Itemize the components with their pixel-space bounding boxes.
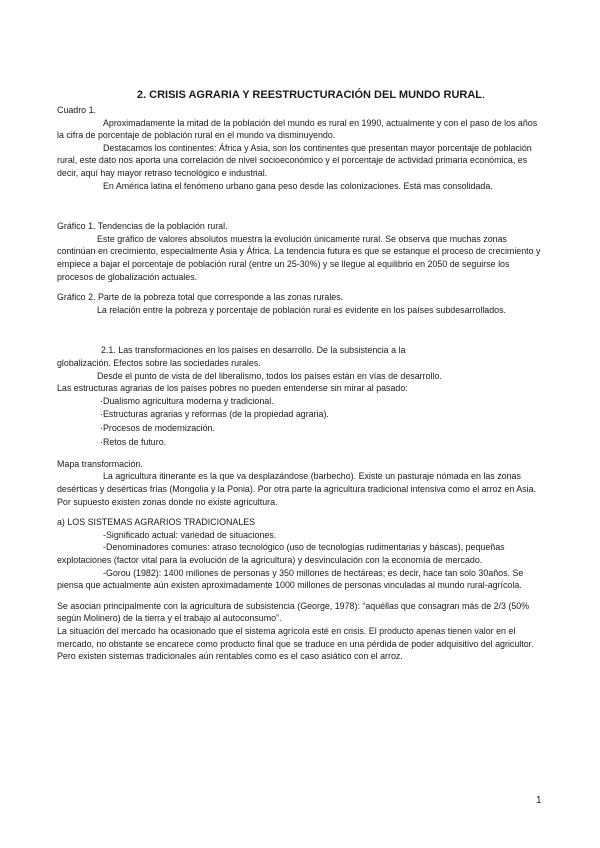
section-2-1-paragraph-2: Las estructuras agrarias de los países pobres no pueden entenderse sin mirar al pasado: [57,383,408,394]
sistemas-paragraph-1: Se asocian principalmente con la agricultura de subsistencia (George, 1978): “aquéllas que consagran más de 2/3 (50% según Molinero) de la tierra y el trabajo al autoconsumo”. [57,600,530,624]
grafico1-heading: Gráfico 1. Tendencias de la población rural. [57,221,228,232]
document-title [57,88,545,102]
grafico2-heading: Gráfico 2. Parte de la pobreza total que corresponde a las zonas rurales. [57,292,344,303]
page-number: 1 [536,795,542,806]
sistemas-item-1: -Significado actual: variedad de situaciones. [103,529,277,540]
grafico1-paragraph: Este gráfico de valores absolutos muestra la evolución únicamente rural. Se observa que muchas zonas continúan en crecimiento, especialmente Asia y África. La tendencia futura es que se estanque el proceso de crecimiento y empiece a bajar el porcentaje de población rural (entre un 25-30%) y se llegue al equilibrio en 2050 de seguirse los procesos de globalización actuales. [57,233,541,282]
section-2-1-heading-line1: 2.1. Las transformaciones en los países en desarrollo. De la subsistencia a la [101,345,406,356]
list-item: ·Dualismo agricultura moderna y tradicional. [100,395,274,406]
section-2-1-paragraph-1: Desde el punto de vista de del liberalismo, todos los países están en vías de desarrollo. [97,370,442,381]
title-text: 2. CRISIS AGRARIA Y REESTRUCTURACIÓN DEL MUNDO RURAL [136,89,483,101]
mapa-heading: Mapa transformación. [57,458,143,469]
sistemas-paragraph-3: Pero existen sistemas tradicionales aún rentables como es el caso asiático con el arroz. [57,651,403,662]
section-2-1-list [57,395,545,449]
list-item: ·Estructuras agrarias y reformas (de la propiedad agraria). [100,409,329,420]
sistemas-heading: a) LOS SISTEMAS AGRARIOS TRADICIONALES [57,517,256,528]
sistemas-item-2: -Denominadores comunes: atraso tecnológico (uso de tecnologías rudimentarias y báscas), pequeñas explotaciones (factor vital para la evolución de la agricultura) y desvinculación con la economía de mercado. [57,542,505,565]
title-period: . [482,89,486,101]
grafico2-paragraph: La relación entre la pobreza y porcentaje de población rural es evidente en los países subdesarrollados. [97,304,506,315]
sistemas-paragraph-2: La situación del mercado ha ocasionado que el sistema agrícola esté en crisis. El producto apenas tienen valor en el mercado, no obstante se encarece como producto final que se traduce en una pérdida de poder adquisitivo del agricultor. [57,625,534,649]
mapa-paragraph: La agricultura itinerante es la que va desplazándose (barbecho). Existe un pasturaje nómada en las zonas desérticas y desérticas frías (Mongolia y la Ponia). Por otra parte la agricultura tradicional intensiva como el arroz en Asia. Por supuesto existen zonas donde no existe agricultura. [57,471,536,507]
sistemas-item-3: -Gorou (1982): 1400 millones de personas y 350 millones de hectáreas; es decir, hace tan solo 30años. Se piensa que actualmente aún existen aproximadamente 1000 millones de personas vinculadas al mundo rural-agrícola. [57,567,524,591]
cuadro-heading: Cuadro 1. [57,105,96,115]
document-page [57,88,545,663]
cuadro-paragraph-3: En América latina el fenómeno urbano gana peso desde las colonizaciones. Está mas consolidada. [103,180,493,191]
list-item: ·Procesos de modernización. [100,423,215,434]
cuadro-paragraph-2: Destacamos los continentes: África y Asia, son los continentes que presentan mayor porcentaje de población rural, este dato nos aporta una correlación de nivel socioeconómico y el porcentaje de actividad primaria económica, es decir, aquí hay mayor retraso tecnológico e industrial. [57,142,532,178]
list-item: ·Retos de futuro. [100,437,167,448]
cuadro-paragraph-1: Aproximadamente la mitad de la población del mundo es rural en 1990, actualmente y con el paso de los años la cifra de porcentaje de población rural en el mundo va disminuyendo. [57,117,538,141]
section-2-1-heading-line2: globalización. Efectos sobre las sociedades rurales. [57,357,261,368]
